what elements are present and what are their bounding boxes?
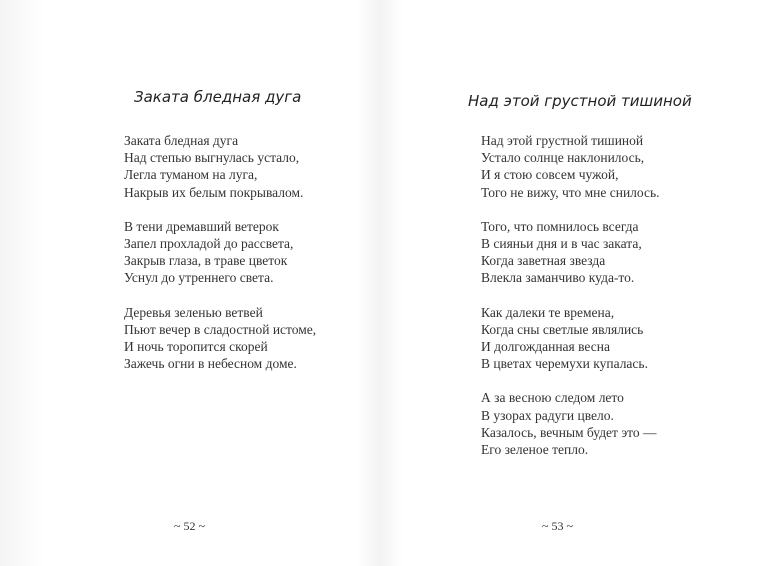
poem-line: Зажечь огни в небесном доме. <box>124 356 297 372</box>
poem-title: Заката бледная дуга <box>134 88 302 106</box>
poem-line: В сияньи дня и в час заката, <box>481 236 642 252</box>
stanza <box>481 304 660 373</box>
poem-line: Накрыв их белым покрывалом. <box>124 184 304 200</box>
page-number: ~ 53 ~ <box>542 519 573 533</box>
poem-line: Как далеки те времена, <box>481 304 615 320</box>
stanza <box>124 218 316 287</box>
poem-line: Заката бледная дуга <box>124 133 239 148</box>
poem-line: Закрыв глаза, в траве цветок <box>124 253 288 269</box>
poem-line: Того не вижу, что мне снилось. <box>481 184 660 200</box>
poem-line: Его зеленое тепло. <box>481 442 589 458</box>
poem-line: Когда сны светлые являлись <box>481 321 644 337</box>
poem-line: Влекла заманчиво куда-то. <box>481 270 635 286</box>
stanza <box>124 132 316 201</box>
stanza <box>481 389 660 458</box>
poem-line: Запел прохладой до рассвета, <box>124 236 294 252</box>
poem-line: А за весною следом лето <box>481 390 624 406</box>
poem-line: Пьют вечер в сладостной истоме, <box>124 321 317 337</box>
page-number: ~ 52 ~ <box>174 519 205 533</box>
poem-line: Устало солнце наклонилось, <box>481 150 645 166</box>
poem-line: Когда заветная звезда <box>481 253 606 269</box>
right-page <box>380 0 760 566</box>
poem-line: И ночь торопится скорей <box>124 339 268 355</box>
stanza <box>124 304 316 373</box>
poem-line: Уснул до утреннего света. <box>124 270 274 286</box>
poem-line: И долгожданная весна <box>481 339 610 355</box>
poem-line: В цветах черемухи купалась. <box>481 356 648 372</box>
poem-line: В узорах радуги цвело. <box>481 407 614 423</box>
poem-line: Казалось, вечным будет это — <box>481 424 657 440</box>
poem-line: И я стою совсем чужой, <box>481 167 619 183</box>
poem-line: Над этой грустной тишиной <box>481 133 644 148</box>
poem-line: Того, что помнилось всегда <box>481 218 639 234</box>
poem-body <box>481 132 660 475</box>
poem-line: В тени дремавший ветерок <box>124 218 279 234</box>
poem-line: Над степью выгнулась устало, <box>124 150 300 166</box>
poem-line: Легла туманом на луга, <box>124 167 258 183</box>
stanza <box>481 218 660 287</box>
stanza <box>481 132 660 201</box>
poem-title: Над этой грустной тишиной <box>468 92 692 110</box>
poem-body <box>124 132 316 389</box>
poem-line: Деревья зеленью ветвей <box>124 304 263 320</box>
